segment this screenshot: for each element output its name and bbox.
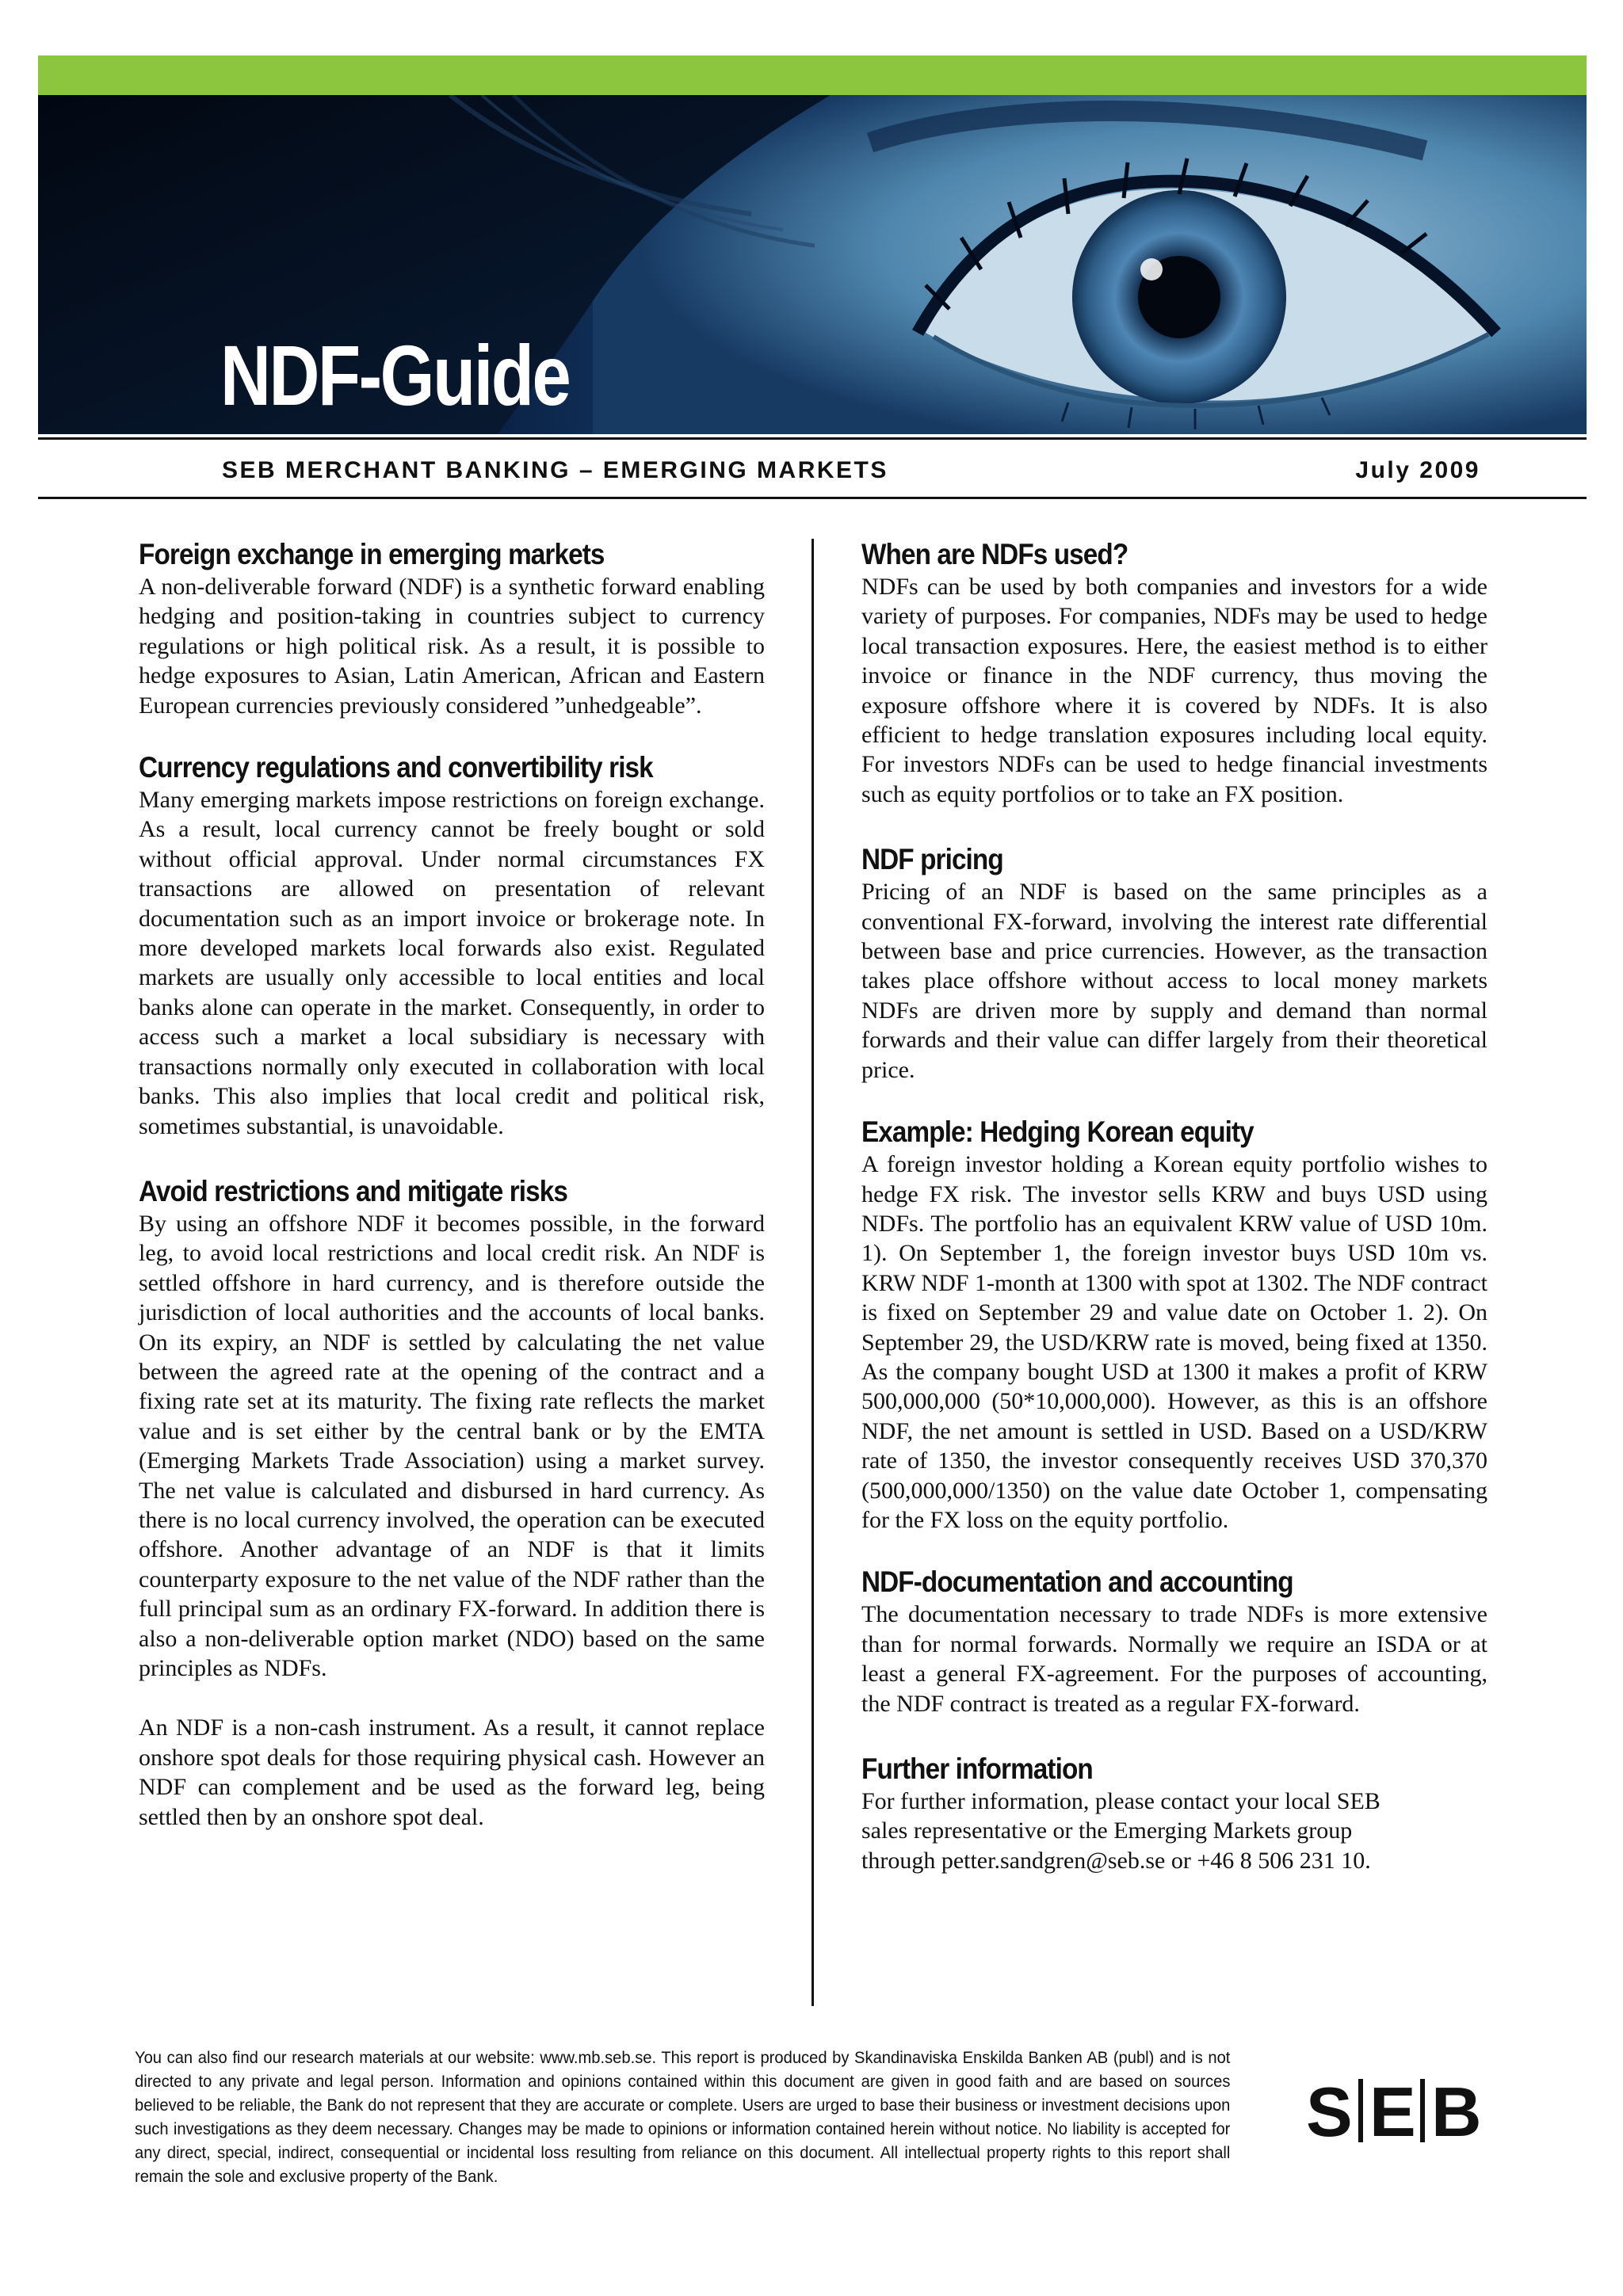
section-heading: Further information: [861, 1753, 1093, 1785]
logo-letter-s: S: [1306, 2074, 1354, 2145]
contact-line: sales representative or the Emerging Markets group: [861, 1817, 1353, 1844]
section-body: A foreign investor holding a Korean equity portfolio wishes to hedge FX risk. The investor sells KRW and buys USD using NDFs. The portfolio has an equivalent KRW value of USD 10m. 1). On September 1, the foreign investor buys USD 10m vs. KRW NDF 1-month at 1300 with spot at 1302. The NDF contract is fixed on September 29 and value date on October 1. 2). On September 29, the USD/KRW rate is moved, being fixed at 1350. As the company bought USD at 1300 it makes a profit of KRW 500,000,000 (50*10,000,000). However, as this is an offshore NDF, the net amount is settled in USD. Based on a USD/KRW rate of 1350, the investor consequently receives USD 370,370 (500,000,000/1350) on the value date October 1, compensating for the FX loss on the equity portfolio.: [861, 1151, 1487, 1533]
logo-letter-b: B: [1431, 2074, 1482, 2145]
hero-banner: [38, 95, 1587, 434]
section-heading: Currency regulations and convertibility risk: [139, 751, 653, 784]
section-heading: Avoid restrictions and mitigate risks: [139, 1174, 567, 1207]
section-heading: When are NDFs used?: [861, 538, 1128, 570]
header-rule-bottom: [38, 497, 1587, 499]
disclaimer-text: You can also find our research materials at our website: www.mb.seb.se. This report is produced by Skandinaviska Enskilda Banken AB (publ) and is not directed to any private and legal person. Information and opinions contained within this document are given in good faith and are based on sources believed to be reliable, the Bank do not represent that they are accurate or complete. Users are urged to base their business or investment decisions upon such investigations as they deem necessary. Changes may be made to opinions or information contained herein without notice. No liability is accepted for any direct, special, indirect, consequential or incidental loss resulting from reliance on this document. All intellectual property rights to this report shall remain the sole and exclusive property of the Bank.: [135, 2049, 1231, 2186]
column-divider: [812, 539, 814, 2006]
section-heading: NDF-documentation and accounting: [861, 1566, 1293, 1599]
section-body: Many emerging markets impose restrictions on foreign exchange. As a result, local currency cannot be freely bought or sold without official approval. Under normal circumstances FX transactions are allowed on presentation of relevant documentation such as an import invoice or brokerage note. In more developed markets local forwards also exist. Regulated markets are usually only accessible to local entities and local banks alone can operate in the market. Consequently, in order to access such a market a local subsidiary is necessary with transactions normally only executed in collaboration with local banks. This also implies that local credit and political risk, sometimes substantial, is unavoidable.: [139, 787, 765, 1139]
logo-separator: [1358, 2079, 1363, 2142]
accent-green-bar: [38, 55, 1587, 95]
section-body: NDFs can be used by both companies and investors for a wide variety of purposes. For companies, NDFs may be used to hedge local transaction exposures. Here, the easiest method is to either invoice or finance in the NDF currency, thus moving the exposure offshore where it is covered by NDFs. It is also efficient to hedge translation exposures including local equity. For investors NDFs can be used to hedge financial investments such as equity portfolios or to take an FX position.: [861, 574, 1487, 807]
document-title: NDF-Guide: [220, 327, 570, 423]
section-heading: Foreign exchange in emerging markets: [139, 538, 605, 570]
contact-line[interactable]: through petter.sandgren@seb.se or +46 8 506 231 10.: [861, 1847, 1371, 1874]
contact-line: For further information, please contact your local SEB: [861, 1788, 1381, 1814]
document-subtitle: SEB MERCHANT BANKING – EMERGING MARKETS: [222, 457, 888, 483]
section-heading: NDF pricing: [861, 843, 1003, 876]
section-body: By using an offshore NDF it becomes possible, in the forward leg, to avoid local restrictions and local credit risk. An NDF is settled offshore in hard currency, and is therefore outside the jurisdiction of local authorities and the accounts of local banks. On its expiry, an NDF is settled by calculating the net value between the agreed rate at the opening of the contract and a fixing rate set at its maturity. The fixing rate reflects the market value and is set either by the central bank or by the EMTA (Emerging Markets Trade Association) using a market survey. The net value is calculated and disbursed in hard currency. As there is no local currency involved, the operation can be executed offshore. Another advantage of an NDF is that it limits counterparty exposure to the net value of the NDF rather than the full principal sum as an ordinary FX-forward. In addition there is also a non-deliverable option market (NDO) based on the same principles as NDFs.: [139, 1210, 765, 1681]
right-column: [861, 537, 1487, 1875]
section-body: Pricing of an NDF is based on the same principles as a conventional FX-forward, involving the interest rate differential between base and price currencies. However, as the transaction takes place offshore without access to local money markets NDFs are driven more by supply and demand than normal forwards and their value can differ largely from their theoretical price.: [861, 879, 1487, 1083]
section-body: A non-deliverable forward (NDF) is a synthetic forward enabling hedging and position-taking in countries subject to currency regulations or high political risk. As a result, it is possible to hedge exposures to Asian, Latin American, African and Eastern European currencies previously considered ”unhedgeable”.: [139, 574, 765, 719]
section-body: An NDF is a non-cash instrument. As a result, it cannot replace onshore spot deals for those requiring physical cash. However an NDF can complement and be used as the forward leg, being settled then by an onshore spot deal.: [139, 1714, 765, 1830]
left-column: [139, 537, 765, 1832]
header-rule-top: [38, 437, 1587, 440]
section-body: The documentation necessary to trade NDFs is more extensive than for normal forwards. Normally we require an ISDA or at least a general FX-agreement. For the purposes of accounting, the NDF contract is treated as a regular FX-forward.: [861, 1601, 1487, 1717]
logo-separator: [1420, 2079, 1425, 2142]
contact-info: [861, 1787, 1487, 1875]
document-date: July 2009: [1355, 457, 1480, 483]
seb-logo: [1306, 2074, 1488, 2145]
logo-letter-e: E: [1369, 2074, 1416, 2145]
section-heading: Example: Hedging Korean equity: [861, 1116, 1254, 1149]
